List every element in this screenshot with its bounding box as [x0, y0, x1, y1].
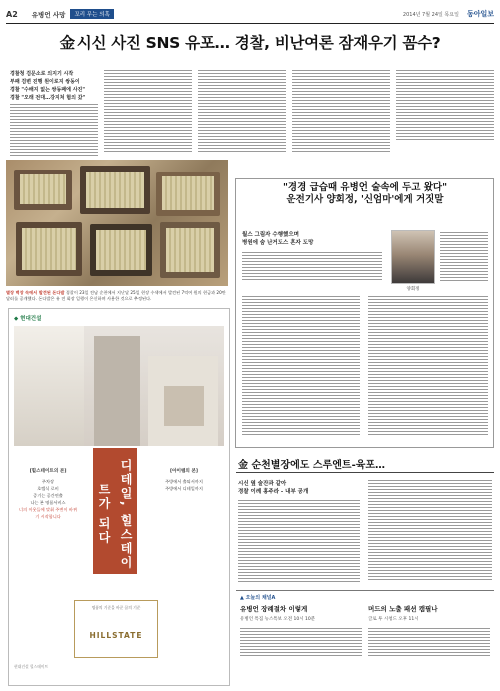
promo-body [240, 628, 362, 656]
promo-item[interactable] [240, 604, 362, 656]
article-body-col-2 [104, 70, 192, 152]
feature-body-col-3 [242, 296, 360, 435]
article-body-col-3 [198, 70, 286, 152]
feature-subheads [242, 231, 382, 247]
headline-mark: 金 [59, 34, 75, 52]
page-number: A2 [6, 9, 18, 19]
header-rule [6, 23, 494, 24]
lower-article-title [238, 456, 494, 471]
ad-left-line: 주차장 [41, 479, 55, 484]
ad-left-column [18, 468, 78, 520]
subhead: 경찰청 검문소로 의지기 시작 [10, 71, 74, 77]
promo-item[interactable] [368, 604, 490, 656]
section-tag: 꼬리 무는 의혹 [70, 9, 113, 19]
issue-date: 2014년 7월 24일 목요일 [402, 11, 459, 18]
ad-right-column [154, 468, 214, 492]
ad-left-line: 증기는 공간연출 [33, 493, 63, 498]
lower-title-text: 순천별장에도 스루엔트-육포… [251, 460, 386, 471]
top-article-subheads [10, 70, 98, 102]
brand-tagline: 명품의 기준을 바꾼 꿈의 기준 [91, 605, 141, 610]
ad-right-line: 주방에서 출퇴서까지 [165, 479, 203, 484]
ad-slogan: 디테일, 힐스테이트가 되다 [93, 448, 137, 574]
ad-left-highlight: 너의 이웃들에 맞춰 주변이 바뀌기 시작합니다 [19, 507, 77, 519]
main-headline [6, 31, 494, 53]
portrait-caption: 양회정 [406, 287, 420, 292]
lower-article-subheads [238, 480, 358, 496]
feature-subhead: 병원에 숨 난거도스 혼자 도망 [242, 240, 314, 246]
article-body-col-5 [396, 70, 494, 140]
lower-article-rule [236, 472, 494, 473]
feature-title-line: 운전기사 양회정, '신엄마'에게 거짓말 [286, 194, 444, 205]
newspaper-name: 동아일보 [466, 10, 494, 18]
article-body-col-1 [10, 104, 98, 156]
interior-photo [14, 326, 224, 446]
promo-title: 유병언 장례절차 이렇게 [240, 605, 308, 613]
ad-right-line: 주방에서 디테일까지 [165, 486, 203, 491]
driver-portrait [391, 230, 435, 284]
ad-right-title: [아이템의 본] [170, 469, 198, 474]
hillstate-brand-box [74, 600, 158, 658]
promo-body [368, 628, 490, 656]
lower-subhead: 시신 옆 술잔과 같아 [238, 481, 287, 487]
promo-anchor: 글로 투 시청드 오후 11시 [368, 617, 419, 622]
feature-subhead: 월스 그림자 수행했으며 [242, 232, 299, 238]
lower-subhead: 경찰 이례 홍주라 - 내부 공개 [238, 489, 309, 495]
subhead: 경찰 "오래 전대…강지처 혐의 갔" [10, 95, 86, 101]
cash-bags-photo [6, 160, 228, 286]
ad-left-line: 나는 본 명품서비스 [30, 500, 66, 505]
feature-body-col-4 [368, 296, 488, 435]
promo-anchor: 유병언 특집 뉴스특보 오전 10시 10분 [240, 617, 316, 622]
feature-title-line: "경경 급습때 유병언 술속에 두고 왔다" [282, 182, 448, 193]
lower-body-col-1 [238, 500, 360, 582]
headline-text: 시신 사진 SNS 유포… 경찰, 비난여론 잠재우기 꼼수? [76, 34, 441, 52]
photo-caption [6, 290, 228, 301]
lower-title-mark: 金 [238, 460, 248, 471]
caption-body: 경찰이 23일 전남 순천에서 지난달 25일 현장 수색에서 발견된 7억여 원의 현금과 20만 달러를 공개했다. 돈다발은 유 전 회장 일행이 은신하며 사용한 것으로 추정된다. [6, 290, 226, 301]
hyundai-logo [14, 314, 41, 322]
ad-left-title: [힐스테이트의 본] [29, 469, 67, 474]
lower-body-col-2 [368, 480, 492, 580]
promo-header-text: 오늘의 채널A [245, 595, 276, 601]
subhead: 부패 검변 진행 원이로지 쌍동이 [10, 79, 80, 85]
promo-header [240, 594, 275, 601]
section-title: 유병언 사망 [31, 10, 66, 19]
subhead: 경찰 "수배지 없는 쌍동패에 사진" [10, 87, 85, 93]
page-header [6, 6, 494, 22]
brand-name: HILLSTATE [89, 631, 143, 640]
channel-logo-icon: ▲ [240, 595, 246, 601]
feature-body-col-1 [242, 252, 382, 280]
company-name: 현대건설 [20, 316, 42, 322]
promo-title: 머드의 노출 패션 캠필나 [368, 605, 438, 613]
ad-left-line: 호텔식 로비 [37, 486, 59, 491]
company-logo-icon: ◆ [14, 316, 21, 322]
feature-body-col-2 [440, 232, 488, 281]
caption-lead: 별장 벽장 속에서 발견된 돈다발 [6, 290, 65, 295]
article-body-col-4 [292, 70, 390, 152]
feature-title [240, 182, 490, 206]
ad-footer: 현대건설 힐스테이트 [14, 664, 49, 669]
